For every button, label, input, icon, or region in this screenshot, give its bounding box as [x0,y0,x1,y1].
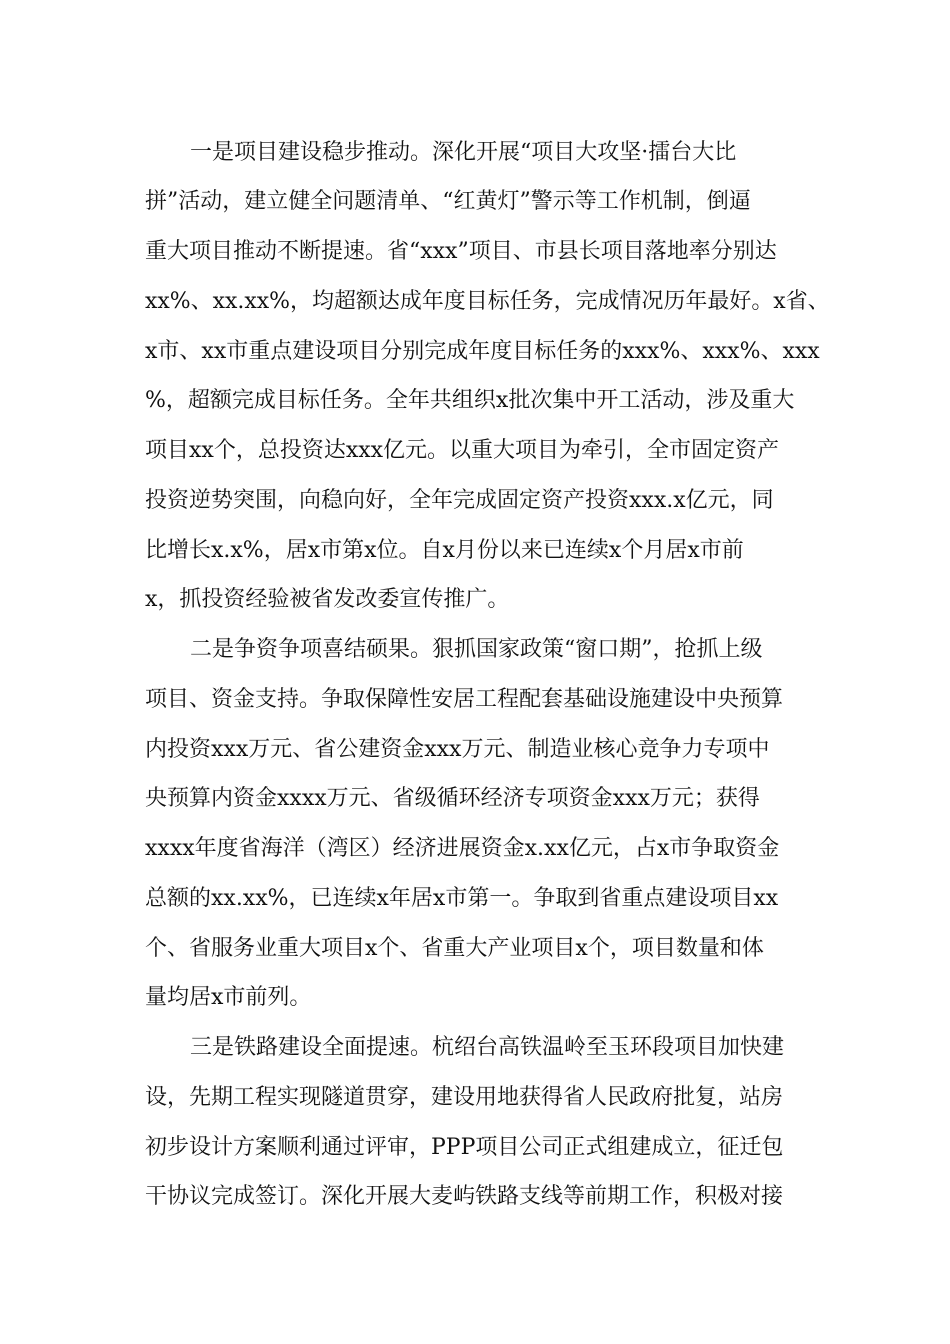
paragraph-2-line-4: 央预算内资金xxxx万元、省级循环经济专项资金xxx万元；获得 [145,786,760,811]
paragraph-1-line-5: x市、xx市重点建设项目分别完成年度目标任务的xxx%、xxx%、xxx [145,339,820,364]
paragraph-2-line-6: 总额的xx.xx%，已连续x年居x市第一。争取到省重点建设项目xx [145,886,779,911]
paragraph-1-line-4: xx%、xx.xx%，均超额达成年度目标任务，完成情况历年最好。x省、 [145,289,830,314]
paragraph-2-line-3: 内投资xxx万元、省公建资金xxx万元、制造业核心竞争力专项中 [145,737,770,762]
paragraph-2-line-1: 二是争资争项喜结硕果。狠抓国家政策“窗口期”，抢抓上级 [190,637,763,662]
paragraph-1-line-1: 一是项目建设稳步推动。深化开展“项目大攻坚·擂台大比 [190,140,737,165]
paragraph-2-line-8: 量均居x市前列。 [145,985,312,1010]
paragraph-1-line-2: 拼”活动，建立健全问题清单、“红黄灯”警示等工作机制，倒逼 [145,189,751,214]
paragraph-2-line-7: 个、省服务业重大项目x个、省重大产业项目x个，项目数量和体 [145,936,764,961]
paragraph-1-line-10: x，抓投资经验被省发改委宣传推广。 [145,587,510,612]
paragraph-1-line-8: 投资逆势突围，向稳向好，全年完成固定资产投资xxx.x亿元，同 [145,488,774,513]
paragraph-1-line-6: %，超额完成目标任务。全年共组织x批次集中开工活动，涉及重大 [145,388,795,413]
paragraph-2-line-2: 项目、资金支持。争取保障性安居工程配套基础设施建设中央预算 [145,687,784,712]
paragraph-3-line-2: 设，先期工程实现隧道贯穿，建设用地获得省人民政府批复，站房 [145,1085,784,1110]
paragraph-3-line-1: 三是铁路建设全面提速。杭绍台高铁温岭至玉环段项目加快建 [190,1035,785,1060]
paragraph-1-line-9: 比增长x.x%，居x市第x位。自x月份以来已连续x个月居x市前 [145,538,744,563]
paragraph-3-line-3: 初步设计方案顺利通过评审，PPP项目公司正式组建成立，征迁包 [145,1135,784,1160]
paragraph-3-line-4: 干协议完成签订。深化开展大麦屿铁路支线等前期工作，积极对接 [145,1184,784,1209]
paragraph-2-line-5: xxxx年度省海洋（湾区）经济进展资金x.xx亿元，占x市争取资金 [145,836,780,861]
paragraph-1-line-3: 重大项目推动不断提速。省“xxx”项目、市县长项目落地率分别达 [145,239,777,264]
paragraph-1-line-7: 项目xx个，总投资达xxx亿元。以重大项目为牵引，全市固定资产 [145,438,780,463]
